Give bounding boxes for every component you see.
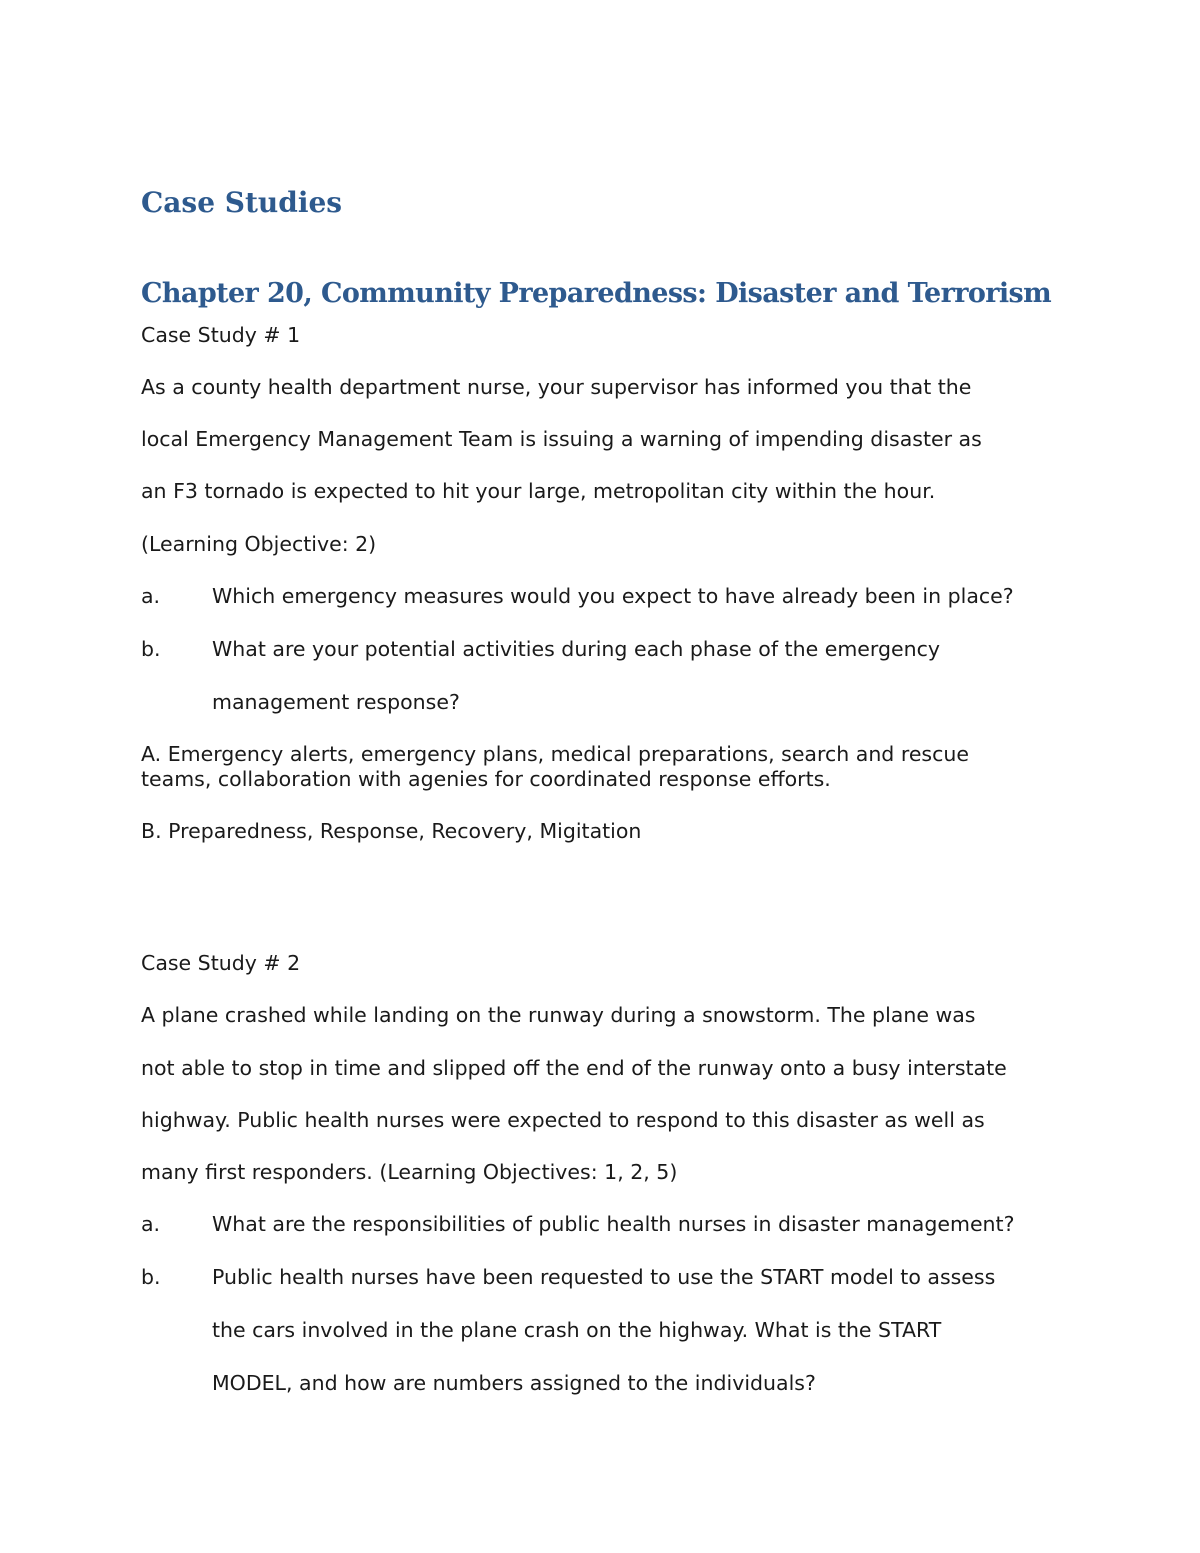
case-study-1-question-b: What are your potential activities during each phase of the emergency <box>212 637 941 661</box>
case-study-2-question-b-continued: MODEL, and how are numbers assigned to the individuals? <box>212 1371 816 1395</box>
case-study-2-question-a-marker: a. <box>141 1212 161 1236</box>
case-study-2-question-b-marker: b. <box>141 1265 161 1289</box>
case-study-2-learning-objectives: many first responders. (Learning Objectives: 1, 2, 5) <box>141 1160 678 1184</box>
case-study-1-answer-a: A. Emergency alerts, emergency plans, medical preparations, search and rescue <box>141 742 969 766</box>
case-study-1-question-a-marker: a. <box>141 584 161 608</box>
case-study-1-question-a: Which emergency measures would you expect to have already been in place? <box>212 584 1014 608</box>
case-study-1-learning-objective: (Learning Objective: 2) <box>141 532 377 556</box>
case-study-2-paragraph-line: A plane crashed while landing on the runway during a snowstorm. The plane was <box>141 1003 976 1027</box>
document-title: Case Studies <box>141 186 343 219</box>
case-study-2-paragraph-line: not able to stop in time and slipped off the end of the runway onto a busy interstate <box>141 1056 1007 1080</box>
case-study-1-paragraph-line: As a county health department nurse, your supervisor has informed you that the <box>141 375 972 399</box>
case-study-1-heading: Case Study # 1 <box>141 323 301 347</box>
case-study-1-paragraph-line: an F3 tornado is expected to hit your large, metropolitan city within the hour. <box>141 479 936 503</box>
case-study-1-paragraph-line: local Emergency Management Team is issuing a warning of impending disaster as <box>141 427 982 451</box>
case-study-2-question-b: Public health nurses have been requested to use the START model to assess <box>212 1265 996 1289</box>
case-study-2-question-a: What are the responsibilities of public health nurses in disaster management? <box>212 1212 1015 1236</box>
case-study-1-question-b-continued: management response? <box>212 690 460 714</box>
chapter-heading: Chapter 20, Community Preparedness: Disaster and Terrorism <box>141 278 1052 309</box>
case-study-2-question-b-continued: the cars involved in the plane crash on the highway. What is the START <box>212 1318 942 1342</box>
case-study-1-answer-b: B. Preparedness, Response, Recovery, Migitation <box>141 819 642 843</box>
case-study-2-paragraph-line: highway. Public health nurses were expected to respond to this disaster as well as <box>141 1108 985 1132</box>
case-study-1-question-b-marker: b. <box>141 637 161 661</box>
case-study-2-heading: Case Study # 2 <box>141 951 301 975</box>
case-study-1-answer-a-continued: teams, collaboration with agenies for coordinated response efforts. <box>141 767 831 791</box>
